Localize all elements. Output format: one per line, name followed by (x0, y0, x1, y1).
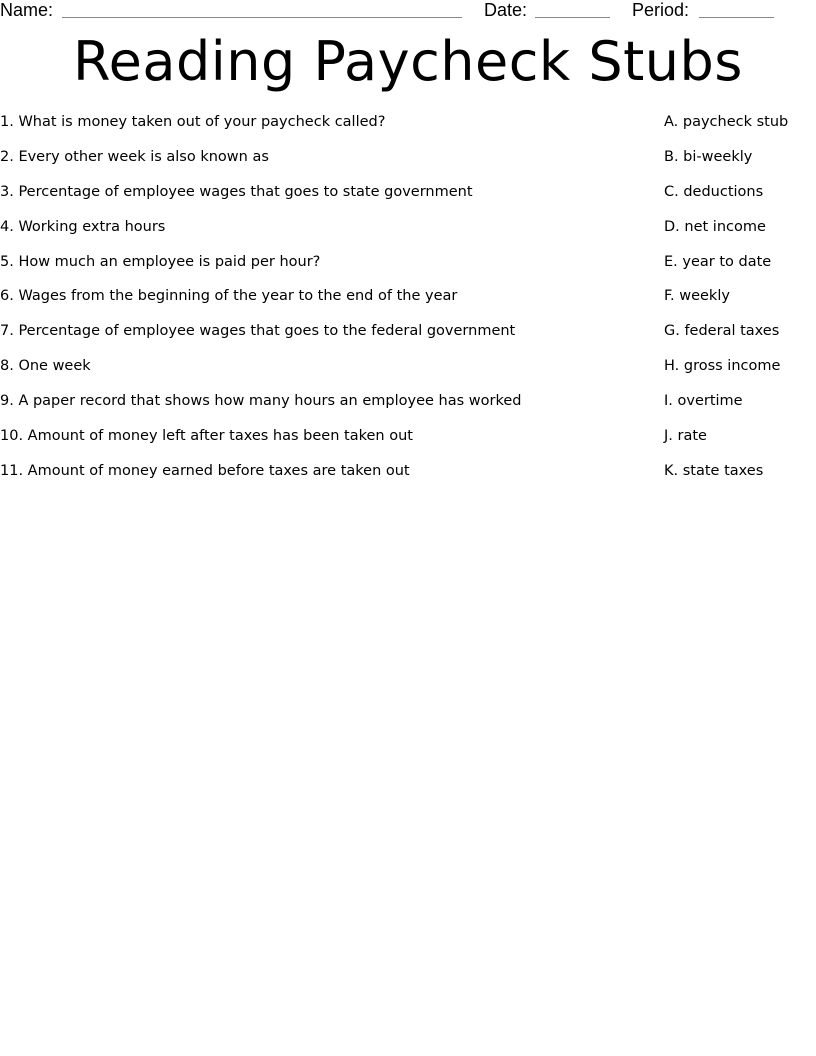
answer-item: D. net income (664, 218, 766, 235)
question-item: 7. Percentage of employee wages that goes to the federal government (0, 323, 516, 340)
page-title: Reading Paycheck Stubs (73, 30, 743, 93)
question-item: 5. How much an employee is paid per hour? (0, 253, 321, 270)
name-blank-line (62, 17, 462, 18)
question-list (0, 112, 640, 496)
answer-item: G. federal taxes (664, 323, 780, 340)
question-item: 1. What is money taken out of your paycheck called? (0, 114, 386, 130)
answer-item: C. deductions (664, 183, 764, 200)
answer-item: E. year to date (664, 253, 772, 270)
answer-item: J. rate (664, 428, 707, 445)
question-item: 11. Amount of money earned before taxes are taken out (0, 462, 410, 479)
worksheet-header (0, 0, 816, 24)
date-blank-line (535, 17, 610, 18)
answer-item: I. overtime (664, 393, 743, 410)
answer-list (664, 112, 816, 496)
question-item: 9. A paper record that shows how many hours an employee has worked (0, 393, 522, 410)
period-blank-line (699, 17, 774, 18)
answer-item: A. paycheck stub (664, 114, 789, 130)
name-label: Name: (0, 0, 54, 20)
question-item: 3. Percentage of employee wages that goes to state government (0, 183, 473, 200)
question-item: 2. Every other week is also known as (0, 148, 269, 165)
period-label: Period: (632, 0, 690, 20)
date-label: Date: (484, 0, 528, 20)
answer-item: K. state taxes (664, 462, 764, 479)
answer-item: B. bi-weekly (664, 148, 753, 165)
answer-item: F. weekly (664, 288, 730, 305)
answer-item: H. gross income (664, 358, 781, 375)
question-item: 10. Amount of money left after taxes has been taken out (0, 428, 413, 445)
question-item: 8. One week (0, 358, 91, 375)
question-item: 4. Working extra hours (0, 218, 166, 235)
question-item: 6. Wages from the beginning of the year to the end of the year (0, 288, 458, 305)
